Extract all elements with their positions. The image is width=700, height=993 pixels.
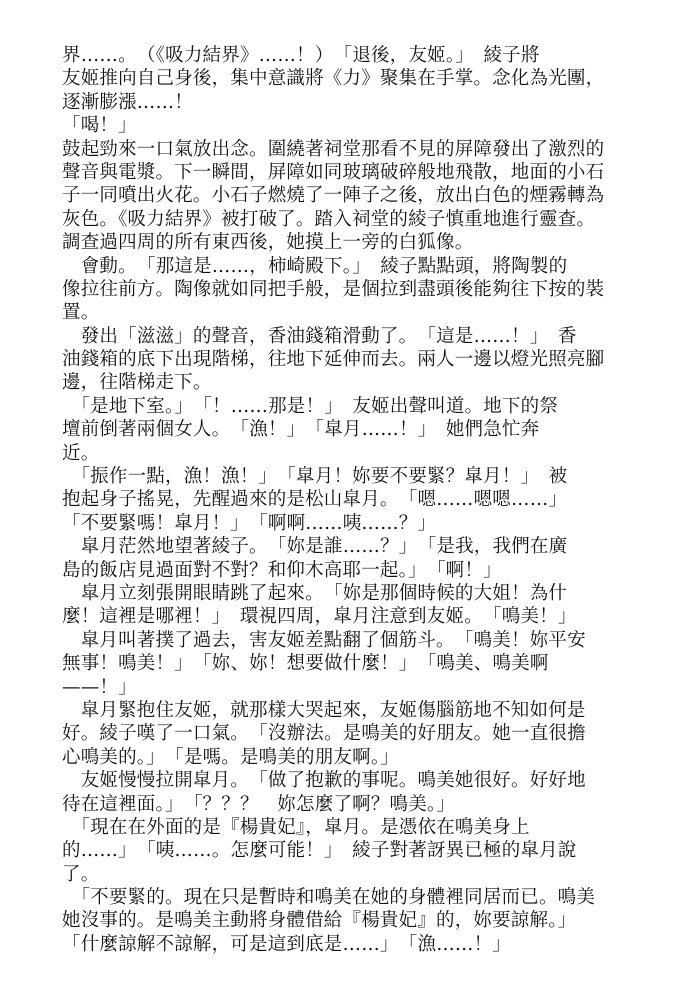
text-line: 鼓起勁來一口氣放出念。圍繞著祠堂那看不見的屏障發出了激烈的 xyxy=(62,138,605,160)
text-line: 她沒事的。是鳴美主動將身體借給『楊貴妃』的，妳要諒解。」 xyxy=(62,910,577,932)
text-line: 友姬推向自己身後，集中意識將《力》聚集在手掌。念化為光團， xyxy=(62,68,605,90)
text-line: 無事！鳴美！」 「妳、妳！想要做什麼！」 「鳴美、鳴美啊 xyxy=(62,653,549,675)
text-line: 置。 xyxy=(62,302,100,324)
body-text xyxy=(62,44,632,956)
text-line: 油錢箱的底下出現階梯，往地下延伸而去。兩人一邊以燈光照亮腳 xyxy=(62,349,605,371)
text-line: 調查過四周的所有東西後，她摸上一旁的白狐像。 xyxy=(62,232,474,254)
text-line: 灰色。《吸力結界》被打破了。踏入祠堂的綾子慎重地進行靈查。 xyxy=(62,208,596,230)
text-line: 「是地下室。」 「！……那是！」 友姬出聲叫道。地下的祭 xyxy=(62,395,559,417)
text-line: 抱起身子搖晃，先醒過來的是松山皐月。 「嗯……嗯嗯……」 xyxy=(62,489,568,511)
text-line: 皐月緊抱住友姬，就那樣大哭起來，友姬傷腦筋地不知如何是 xyxy=(62,699,586,721)
text-line: 的……」 「咦……。怎麼可能！」 綾子對著訝異已極的皐月說 xyxy=(62,840,577,862)
text-line: 「振作一點，漁！漁！」 「皐月！妳要不要緊？皐月！」 被 xyxy=(62,466,568,488)
text-line: 友姬慢慢拉開皐月。 「做了抱歉的事呢。鳴美她很好。好好地 xyxy=(62,770,586,792)
text-line: 像拉往前方。陶像就如同把手般，是個拉到盡頭後能夠往下按的裝 xyxy=(62,278,605,300)
text-line: 發出「滋滋」的聲音，香油錢箱滑動了。 「這是……！」 香 xyxy=(62,325,577,347)
text-line: 「現在在外面的是『楊貴妃』，皐月。是憑依在鳴美身上 xyxy=(62,816,530,838)
text-line: 壇前倒著兩個女人。 「漁！」 「皐月……！」 她們急忙奔 xyxy=(62,419,540,441)
text-line: 麼！這裡是哪裡！」 環視四周，皐月注意到友姬。 「鳴美！」 xyxy=(62,606,577,628)
text-line: 了。 xyxy=(62,863,100,885)
text-line: ——！」 xyxy=(62,676,137,698)
text-line: 皐月立刻張開眼睛跳了起來。 「妳是那個時候的大姐！為什 xyxy=(62,582,568,604)
text-line: 「喝！」 xyxy=(62,115,137,137)
text-line: 皐月叫著撲了過去，害友姬差點翻了個筋斗。 「鳴美！妳平安 xyxy=(62,629,586,651)
text-line: 邊，往階梯走下。 xyxy=(62,372,212,394)
text-line: 島的飯店見過面對不對？和仰木高耶一起。」 「啊！」 xyxy=(62,559,502,581)
text-line: 「什麼諒解不諒解，可是這到底是……」 「漁……！」 xyxy=(62,933,512,955)
text-line: 「不要緊嗎！皐月！」 「啊啊……咦……？」 xyxy=(62,512,437,534)
text-line: 聲音與電漿。下一瞬間，屏障如同玻璃破碎般地飛散，地面的小石 xyxy=(62,161,605,183)
text-line: 近。 xyxy=(62,442,100,464)
text-line: 心鳴美的。」 「是嗎。是鳴美的朋友啊。」 xyxy=(62,746,400,768)
text-line: 子一同噴出火花。小石子燃燒了一陣子之後，放出白色的煙霧轉為 xyxy=(62,185,605,207)
text-line: 待在這裡面。」 「？？？ 妳怎麼了啊？鳴美。」 xyxy=(62,793,456,815)
text-line: 逐漸膨漲……！ xyxy=(62,91,193,113)
text-line: 界……。 （《吸力結界》……！） 「退後，友姬。」 綾子將 xyxy=(62,45,540,66)
text-line: 會動。 「那這是……，柿崎殿下。」 綾子點點頭，將陶製的 xyxy=(62,255,568,277)
text-line: 皐月茫然地望著綾子。 「妳是誰……？」 「是我，我們在廣 xyxy=(62,536,568,558)
text-line: 好。綾子嘆了一口氣。 「沒辦法。是鳴美的好朋友。她一直很擔 xyxy=(62,723,586,745)
text-line: 「不要緊的。現在只是暫時和鳴美在她的身體裡同居而已。鳴美 xyxy=(62,887,596,909)
